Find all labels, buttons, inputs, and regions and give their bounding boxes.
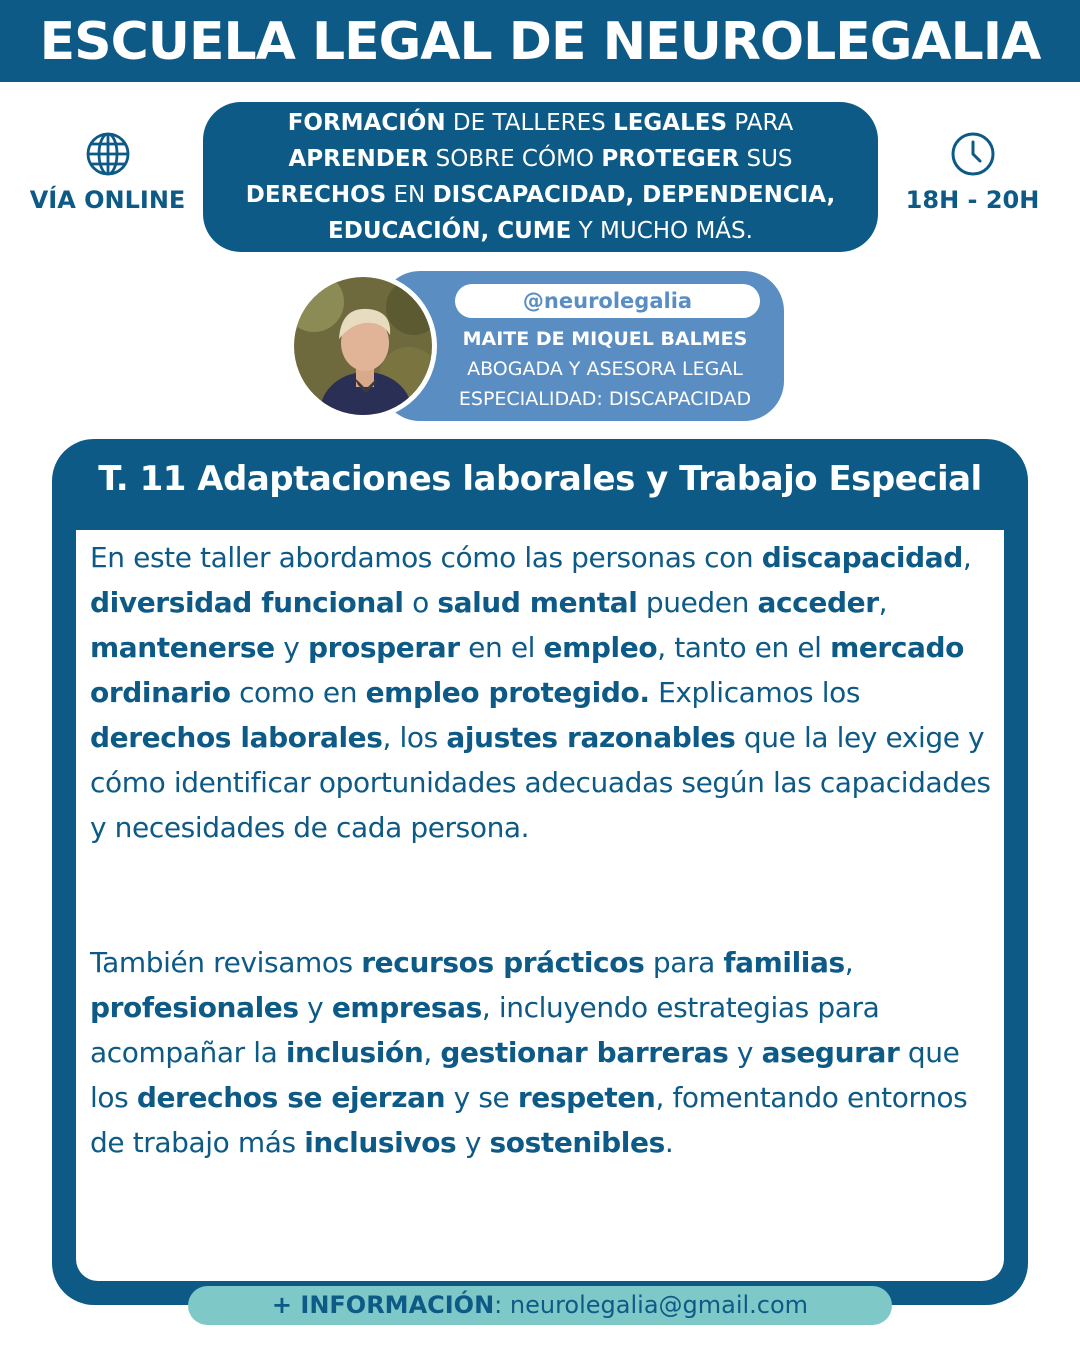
page-title: ESCUELA LEGAL DE NEUROLEGALIA	[0, 0, 1080, 82]
speaker-specialty: ESPECIALIDAD: DISCAPACIDAD	[458, 388, 752, 410]
workshop-body	[76, 530, 1004, 1281]
workshop-card	[52, 439, 1028, 1305]
online-info	[20, 130, 195, 214]
schedule-label: 18H - 20H	[905, 186, 1040, 214]
workshop-title: T. 11 Adaptaciones laborales y Trabajo Especial	[98, 459, 982, 499]
avatar	[289, 272, 437, 420]
promo-line-4: EDUCACIÓN, CUME Y MUCHO MÁS.	[328, 218, 753, 244]
social-handle: @neurolegalia	[455, 284, 760, 318]
contact-info: + INFORMACIÓN: neurolegalia@gmail.com	[188, 1286, 892, 1325]
promo-line-1: FORMACIÓN DE TALLERES LEGALES PARA	[287, 110, 794, 136]
promo-box	[203, 102, 878, 252]
contact-label: + INFORMACIÓN	[271, 1291, 495, 1319]
description-paragraph-2: También revisamos recursos prácticos para familias, profesionales y empresas, incluyendo estrategias para acompañar la inclusión, gestionar barreras y asegurar que los derechos se ejerzan y se respeten, fomentando entornos de trabajo más inclusivos y sostenibles.	[90, 946, 968, 1159]
promo-line-3: DERECHOS EN DISCAPACIDAD, DEPENDENCIA,	[245, 182, 836, 208]
clock-icon	[949, 130, 997, 178]
speaker-role: ABOGADA Y ASESORA LEGAL	[467, 358, 743, 380]
contact-email[interactable]: neurolegalia@gmail.com	[509, 1291, 809, 1319]
schedule-info	[890, 130, 1055, 214]
globe-icon	[84, 130, 132, 178]
online-label: VÍA ONLINE	[29, 186, 186, 214]
speaker-name: MAITE DE MIQUEL BALMES	[462, 328, 748, 350]
description-paragraph-1: En este taller abordamos cómo las personas con discapacidad, diversidad funcional o salud mental pueden acceder, mantenerse y prosperar en el empleo, tanto en el mercado ordinario como en empleo protegido. Explicamos los derechos laborales, los ajustes razonables que la ley exige y cómo identificar oportunidades adecuadas según las capacidades y necesidades de cada persona.	[90, 541, 991, 844]
promo-line-2: APRENDER SOBRE CÓMO PROTEGER SUS	[288, 146, 793, 172]
